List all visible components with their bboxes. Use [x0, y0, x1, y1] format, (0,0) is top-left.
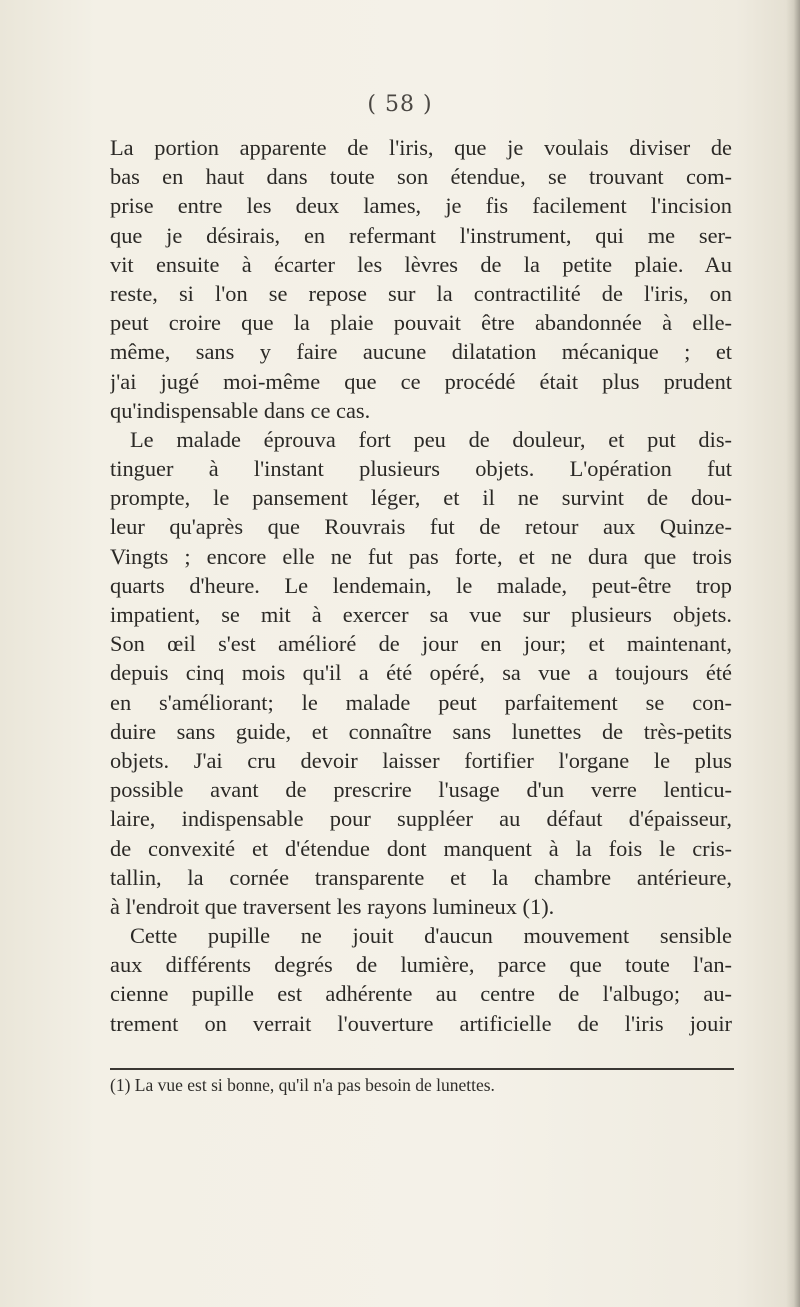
- footnote-rule: [110, 1068, 734, 1070]
- text-line: duire sans guide, et connaître sans lunettes de très-petits: [110, 718, 732, 744]
- text-line: Vingts ; encore elle ne fut pas forte, et ne dura que trois: [110, 543, 732, 569]
- text-line: reste, si l'on se repose sur la contractilité de l'iris, on: [110, 280, 732, 306]
- text-line: Cette pupille ne jouit d'aucun mouvement sensible: [130, 923, 732, 949]
- text-line: prise entre les deux lames, je fis facilement l'incision: [110, 193, 732, 219]
- page-edge-shadow: [786, 0, 800, 1307]
- text-line: objets. J'ai cru devoir laisser fortifier l'organe le plus: [110, 747, 732, 773]
- text-line: trement on verrait l'ouverture artificielle de l'iris jouir: [110, 1010, 732, 1036]
- text-line: peut croire que la plaie pouvait être abandonnée à elle-: [110, 310, 732, 336]
- text-line: Le malade éprouva fort peu de douleur, et put dis-: [130, 426, 732, 452]
- page-number: ( 58 ): [367, 92, 433, 117]
- text-line: bas en haut dans toute son étendue, se trouvant com-: [110, 164, 732, 190]
- text-line: prompte, le pansement léger, et il ne survint de dou-: [110, 485, 732, 511]
- text-line: tinguer à l'instant plusieurs objets. L'opération fut: [110, 456, 732, 482]
- text-line: laire, indispensable pour suppléer au défaut d'épaisseur,: [110, 806, 732, 832]
- text-line: impatient, se mit à exercer sa vue sur plusieurs objets.: [110, 602, 732, 627]
- text-line: depuis cinq mois qu'il a été opéré, sa vue a toujours été: [110, 660, 732, 686]
- footnote: (1) La vue est si bonne, qu'il n'a pas besoin de lunettes.: [110, 1075, 495, 1095]
- text-line: à l'endroit que traversent les rayons lumineux (1).: [110, 893, 555, 919]
- text-line: leur qu'après que Rouvrais fut de retour aux Quinze-: [110, 514, 732, 540]
- text-line: vit ensuite à écarter les lèvres de la petite plaie. Au: [110, 251, 732, 277]
- text-line: possible avant de prescrire l'usage d'un verre lenticu-: [110, 777, 732, 803]
- text-line: Son œil s'est amélioré de jour en jour; et maintenant,: [110, 631, 732, 657]
- text-line: aux différents degrés de lumière, parce que toute l'an-: [110, 952, 732, 978]
- body-text: [110, 133, 732, 1038]
- text-line: tallin, la cornée transparente et la chambre antérieure,: [110, 864, 732, 890]
- text-line: en s'améliorant; le malade peut parfaitement se con-: [110, 689, 732, 715]
- text-line: même, sans y faire aucune dilatation mécanique ; et: [110, 339, 732, 365]
- text-line: quarts d'heure. Le lendemain, le malade, peut-être trop: [110, 572, 732, 598]
- text-line: j'ai jugé moi-même que ce procédé était plus prudent: [110, 368, 732, 394]
- text-line: La portion apparente de l'iris, que je voulais diviser de: [110, 135, 732, 160]
- text-line: de convexité et d'étendue dont manquent à la fois le cris-: [110, 835, 732, 861]
- text-line: cienne pupille est adhérente au centre de l'albugo; au-: [110, 981, 732, 1007]
- text-line: que je désirais, en refermant l'instrument, qui me ser-: [110, 222, 732, 248]
- text-line: qu'indispensable dans ce cas.: [110, 397, 371, 423]
